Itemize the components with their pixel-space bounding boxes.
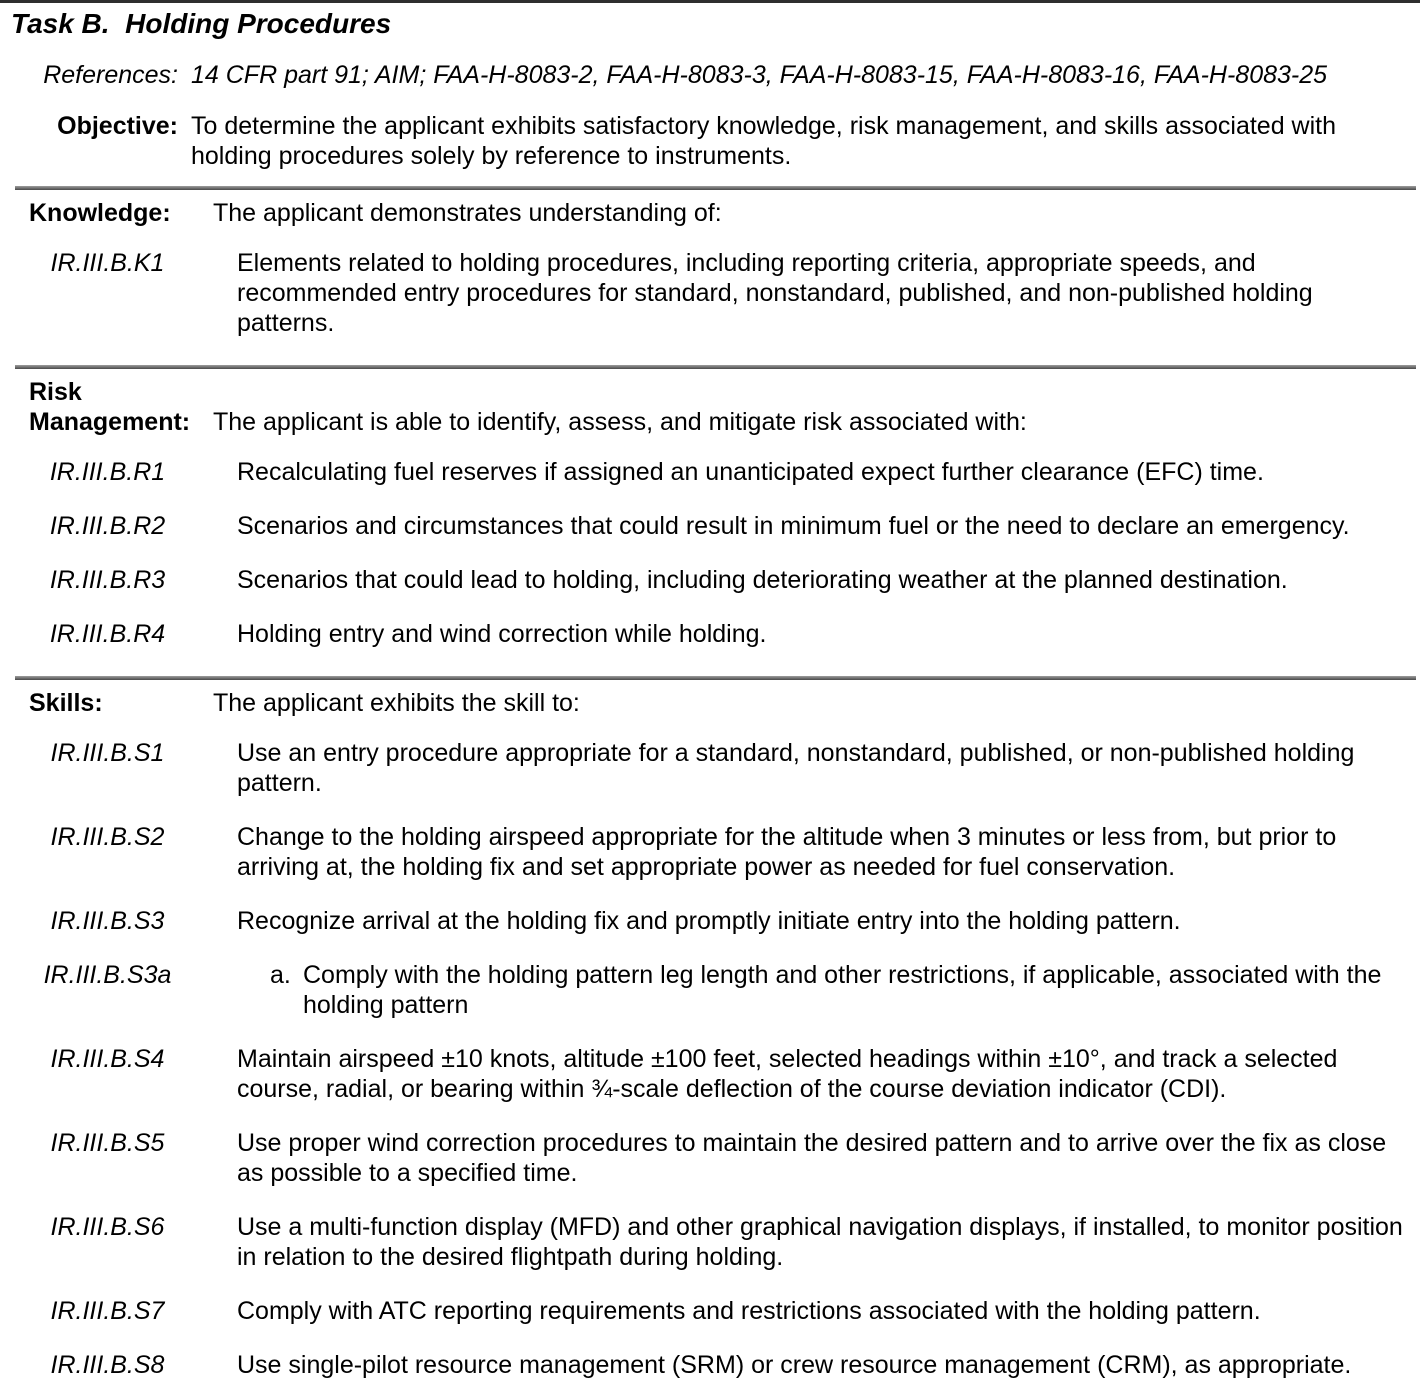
knowledge-intro: The applicant demonstrates understanding of: xyxy=(213,199,722,227)
element-code: IR.III.B.R4 xyxy=(49,620,166,648)
objective-value: To determine the applicant exhibits satisfactory knowledge, risk management, and skills associated with holding procedures solely by reference to instruments. xyxy=(191,112,1337,170)
objective-row xyxy=(15,111,1416,171)
element-text xyxy=(237,960,1416,1020)
element-text: Use an entry procedure appropriate for a standard, nonstandard, published, or non-published holding pattern. xyxy=(237,739,1355,797)
table-row xyxy=(15,906,1416,936)
element-text: Use a multi-function display (MFD) and other graphical navigation displays, if installed, to monitor position in relation to the desired flightpath during holding. xyxy=(237,1213,1403,1271)
element-text: Use proper wind correction procedures to maintain the desired pattern and to arrive over the fix as close as possible to a specified time. xyxy=(237,1129,1387,1187)
skills-label: Skills: xyxy=(29,689,103,717)
element-code: IR.III.B.K1 xyxy=(50,249,165,277)
objective-label: Objective: xyxy=(57,112,178,140)
element-code: IR.III.B.S8 xyxy=(50,1351,165,1379)
table-row xyxy=(15,565,1416,595)
table-row xyxy=(15,1350,1416,1380)
element-text: Scenarios that could lead to holding, including deteriorating weather at the planned destination. xyxy=(237,566,1288,594)
knowledge-section-header xyxy=(15,198,1416,228)
element-code: IR.III.B.S6 xyxy=(50,1213,165,1241)
element-code: IR.III.B.S2 xyxy=(50,823,165,851)
table-row xyxy=(15,619,1416,649)
table-row xyxy=(15,738,1416,798)
table-row xyxy=(15,511,1416,541)
references-row xyxy=(15,60,1416,90)
risk-management-intro: The applicant is able to identify, assess, and mitigate risk associated with: xyxy=(213,408,1027,436)
table-row xyxy=(15,1296,1416,1326)
section-divider xyxy=(15,186,1416,190)
lettered-sub-item xyxy=(270,960,1416,1020)
risk-management-label: Risk Management: xyxy=(29,378,191,436)
element-code: IR.III.B.S4 xyxy=(50,1045,165,1073)
element-text: Change to the holding airspeed appropriate for the altitude when 3 minutes or less from, but prior to arriving at, the holding fix and set appropriate power as needed for fuel conservation. xyxy=(237,823,1337,881)
skills-section-header xyxy=(15,688,1416,718)
element-code: IR.III.B.S1 xyxy=(50,739,165,767)
references-label: References: xyxy=(43,61,178,89)
task-title: Task B. Holding Procedures xyxy=(11,8,392,39)
knowledge-label: Knowledge: xyxy=(29,199,171,227)
element-text: Holding entry and wind correction while holding. xyxy=(237,620,767,648)
element-code: IR.III.B.R2 xyxy=(49,512,166,540)
element-code: IR.III.B.R1 xyxy=(49,458,166,486)
references-value: 14 CFR part 91; AIM; FAA-H-8083-2, FAA-H-8083-3, FAA-H-8083-15, FAA-H-8083-16, FAA-H-8083-25 xyxy=(191,61,1328,89)
section-divider xyxy=(15,676,1416,680)
element-code: IR.III.B.S3a xyxy=(43,961,172,989)
element-code: IR.III.B.R3 xyxy=(49,566,166,594)
table-row xyxy=(15,248,1416,338)
table-row xyxy=(15,822,1416,882)
table-row xyxy=(15,1044,1416,1104)
section-divider xyxy=(15,365,1416,369)
element-text: Recalculating fuel reserves if assigned an unanticipated expect further clearance (EFC) time. xyxy=(237,458,1264,486)
risk-management-section-header xyxy=(15,377,1416,437)
element-text: Maintain airspeed ±10 knots, altitude ±100 feet, selected headings within ±10°, and track a selected course, radial, or bearing within ¾-scale deflection of the course deviation indicator (CDI). xyxy=(237,1045,1338,1103)
table-row xyxy=(15,1128,1416,1188)
sub-item-text: Comply with the holding pattern leg length and other restrictions, if applicable, associated with the holding pattern xyxy=(303,961,1382,1019)
table-row-sub-item xyxy=(15,960,1416,1020)
table-row xyxy=(15,1212,1416,1272)
table-row xyxy=(15,457,1416,487)
element-text: Recognize arrival at the holding fix and promptly initiate entry into the holding pattern. xyxy=(237,907,1181,935)
element-text: Use single-pilot resource management (SRM) or crew resource management (CRM), as appropriate. xyxy=(237,1351,1352,1379)
element-text: Scenarios and circumstances that could result in minimum fuel or the need to declare an emergency. xyxy=(237,512,1350,540)
sub-item-marker: a. xyxy=(270,961,291,989)
element-text: Elements related to holding procedures, including reporting criteria, appropriate speeds, and recommended entry procedures for standard, nonstandard, published, and non-published holding patterns. xyxy=(237,249,1313,337)
table-top-border xyxy=(0,0,1420,3)
element-code: IR.III.B.S7 xyxy=(50,1297,165,1325)
element-text: Comply with ATC reporting requirements and restrictions associated with the holding pattern. xyxy=(237,1297,1261,1325)
element-code: IR.III.B.S5 xyxy=(50,1129,165,1157)
skills-intro: The applicant exhibits the skill to: xyxy=(213,689,580,717)
element-code: IR.III.B.S3 xyxy=(50,907,165,935)
